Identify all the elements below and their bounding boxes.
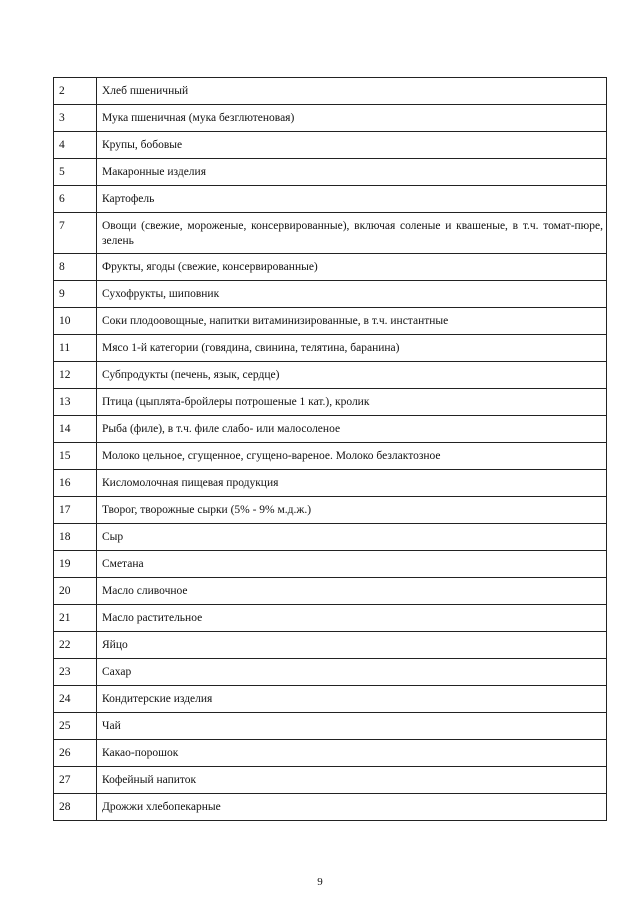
- table-row: [54, 686, 607, 713]
- table-row: [54, 605, 607, 632]
- product-name: Сахар: [97, 659, 607, 686]
- row-number: 28: [54, 794, 97, 821]
- row-number: 15: [54, 443, 97, 470]
- row-number: 4: [54, 132, 97, 159]
- product-name: Кисломолочная пищевая продукция: [97, 470, 607, 497]
- product-name: Чай: [97, 713, 607, 740]
- product-name: Субпродукты (печень, язык, сердце): [97, 362, 607, 389]
- table-row: [54, 389, 607, 416]
- page-number: 9: [317, 876, 323, 888]
- row-number: 20: [54, 578, 97, 605]
- row-number: 3: [54, 105, 97, 132]
- product-name: Сметана: [97, 551, 607, 578]
- table-row: [54, 281, 607, 308]
- product-name: Масло сливочное: [97, 578, 607, 605]
- product-name: Овощи (свежие, мороженые, консервированные), включая соленые и квашеные, в т.ч. томат-пюре, зелень: [97, 213, 607, 254]
- product-name: Фрукты, ягоды (свежие, консервированные): [97, 254, 607, 281]
- table-row: [54, 551, 607, 578]
- row-number: 9: [54, 281, 97, 308]
- row-number: 11: [54, 335, 97, 362]
- table-row: [54, 443, 607, 470]
- table-row: [54, 767, 607, 794]
- product-name: Молоко цельное, сгущенное, сгущено-вареное. Молоко безлактозное: [97, 443, 607, 470]
- row-number: 7: [54, 213, 97, 254]
- table-row: [54, 740, 607, 767]
- product-name: Дрожжи хлебопекарные: [97, 794, 607, 821]
- row-number: 19: [54, 551, 97, 578]
- row-number: 10: [54, 308, 97, 335]
- table-row: [54, 186, 607, 213]
- product-name: Мясо 1-й категории (говядина, свинина, телятина, баранина): [97, 335, 607, 362]
- product-name: Кофейный напиток: [97, 767, 607, 794]
- product-name: Птица (цыплята-бройлеры потрошеные 1 кат.), кролик: [97, 389, 607, 416]
- row-number: 17: [54, 497, 97, 524]
- table-row: [54, 132, 607, 159]
- row-number: 18: [54, 524, 97, 551]
- product-name: Картофель: [97, 186, 607, 213]
- table-row: [54, 254, 607, 281]
- row-number: 23: [54, 659, 97, 686]
- table-body: [54, 78, 607, 821]
- product-name: Макаронные изделия: [97, 159, 607, 186]
- table-row: [54, 524, 607, 551]
- row-number: 6: [54, 186, 97, 213]
- product-name: Крупы, бобовые: [97, 132, 607, 159]
- product-name: Яйцо: [97, 632, 607, 659]
- row-number: 24: [54, 686, 97, 713]
- table-row: [54, 105, 607, 132]
- table-row: [54, 308, 607, 335]
- row-number: 14: [54, 416, 97, 443]
- product-name: Сыр: [97, 524, 607, 551]
- row-number: 21: [54, 605, 97, 632]
- product-name: Масло растительное: [97, 605, 607, 632]
- row-number: 12: [54, 362, 97, 389]
- table-row: [54, 470, 607, 497]
- food-products-table: [53, 77, 607, 821]
- row-number: 25: [54, 713, 97, 740]
- table-row: [54, 78, 607, 105]
- table-row: [54, 416, 607, 443]
- table-row: [54, 632, 607, 659]
- product-name: Рыба (филе), в т.ч. филе слабо- или малосоленое: [97, 416, 607, 443]
- row-number: 13: [54, 389, 97, 416]
- table-row: [54, 497, 607, 524]
- table-row: [54, 794, 607, 821]
- product-name: Кондитерские изделия: [97, 686, 607, 713]
- table-row: [54, 713, 607, 740]
- product-name: Творог, творожные сырки (5% - 9% м.д.ж.): [97, 497, 607, 524]
- row-number: 8: [54, 254, 97, 281]
- table-row: [54, 362, 607, 389]
- table-row: [54, 335, 607, 362]
- table-row: [54, 578, 607, 605]
- row-number: 2: [54, 78, 97, 105]
- row-number: 16: [54, 470, 97, 497]
- product-name: Хлеб пшеничный: [97, 78, 607, 105]
- product-name: Соки плодоовощные, напитки витаминизированные, в т.ч. инстантные: [97, 308, 607, 335]
- row-number: 26: [54, 740, 97, 767]
- row-number: 5: [54, 159, 97, 186]
- row-number: 27: [54, 767, 97, 794]
- product-name: Какао-порошок: [97, 740, 607, 767]
- table-row: [54, 159, 607, 186]
- row-number: 22: [54, 632, 97, 659]
- product-name: Сухофрукты, шиповник: [97, 281, 607, 308]
- product-name: Мука пшеничная (мука безглютеновая): [97, 105, 607, 132]
- table-row: [54, 213, 607, 254]
- table-row: [54, 659, 607, 686]
